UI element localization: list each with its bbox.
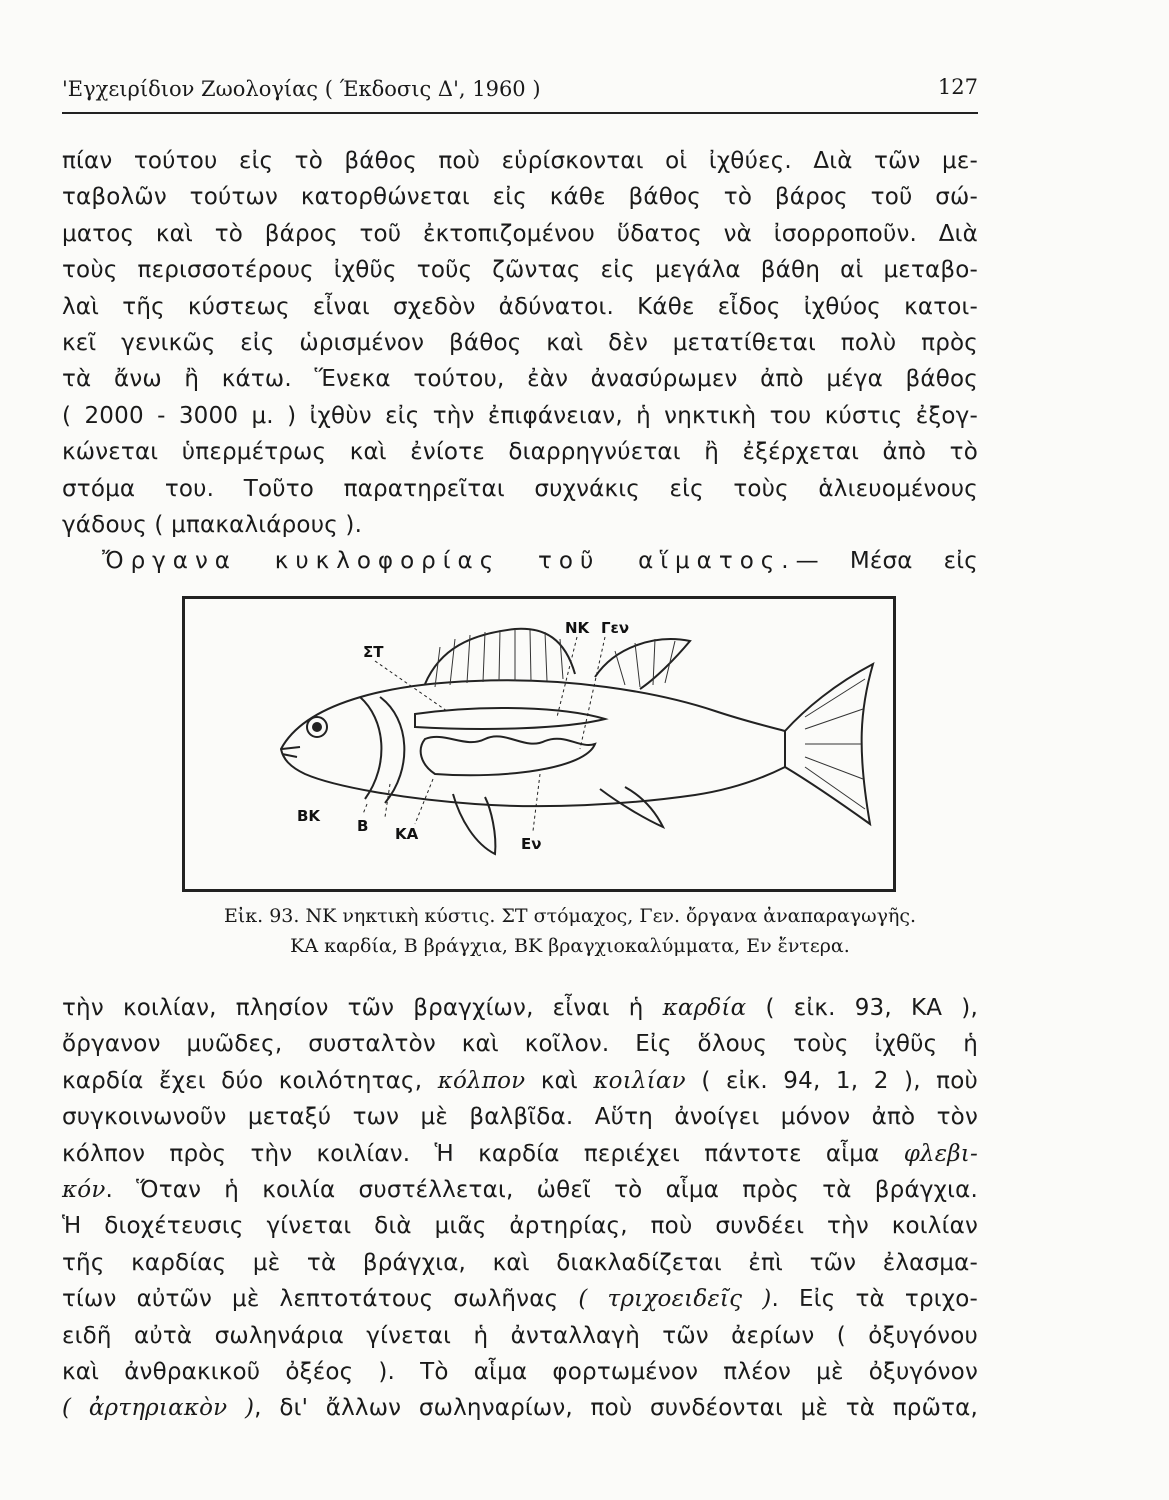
text-line [62,1390,978,1426]
text-line: ματος καὶ τὸ βάρος τοῦ ἐκτοπιζομένου ὕδατος νὰ ἰσορροποῦν. Διὰ [62,220,978,247]
text-line [62,990,978,1026]
text-line [62,1026,978,1062]
text-run: κόλπον πρὸς τὴν κοιλίαν. Ἡ καρδία περιέχει πάντοτε αἷμα [62,1140,904,1167]
text-run: . Εἰς τὰ τριχο- [771,1286,978,1313]
text-line [62,1136,978,1172]
text-run: , δι' ἄλλων σωληναρίων, ποὺ συνδέονται μὲ τὰ πρῶτα, [254,1395,978,1422]
paragraph-swim-bladder [62,143,978,580]
text-line [62,1172,978,1208]
swim-bladder [415,708,605,729]
text-run: τῆς καρδίας μὲ τὰ βράγχια, καὶ διακλαδίζεται ἐπὶ τῶν ἐλασμα- [62,1249,978,1276]
italic-term: κοιλίαν [593,1067,686,1094]
fish-anatomy-figure [182,596,896,892]
label-en: Εν [521,835,542,853]
text-run: συγκοινωνοῦν μεταξύ των μὲ βαλβῖδα. Αὕτη ἀνοίγει μόνον ἀπὸ τὸν [62,1104,978,1131]
text-line [62,1245,978,1281]
text-line: πίαν τούτου εἰς τὸ βάθος ποὺ εὑρίσκονται οἱ ἰχθύες. Διὰ τῶν με- [62,148,978,174]
italic-term: ( τριχοειδεῖς ) [578,1286,772,1313]
text-line [62,1281,978,1317]
figure-caption-line-1: Εἰκ. 93. ΝΚ νηκτικὴ κύστις. ΣΤ στόμαχος, Γεν. ὄργανα ἀναπαραγωγῆς. [223,905,917,927]
running-header [62,72,978,114]
gill-cover-inner [380,697,404,803]
running-title: 'Εγχειρίδιον Ζωολογίας ( Έκδοσις Δ', 1960 ) [62,77,541,101]
anal-fin [600,787,663,827]
text-line [62,1208,978,1244]
label-b: Β [357,817,369,835]
label-gen: Γεν [601,619,630,637]
text-run: ( εἰκ. 94, 1, 2 ), ποὺ [685,1067,979,1094]
text-run: . Ὅταν ἡ κοιλία συστέλλεται, ὠθεῖ τὸ αἷμα πρὸς τὰ βράγχια. [105,1177,978,1204]
figure-caption-line-2: ΚΑ καρδία, Β βράγχια, ΒΚ βραγχιοκαλύμματα, Εν ἔντερα. [290,935,850,957]
section-heading-line [62,543,978,579]
text-line [62,1318,978,1354]
text-run: ( εἰκ. 93, ΚΑ ), [746,995,978,1021]
fish-mouth [282,747,300,757]
italic-term: κόν [62,1177,106,1204]
label-bk: ΒΚ [297,807,321,825]
text-line: κώνεται ὑπερμέτρως καὶ ἐνίοτε διαρρηγνύεται ἢ ἐξέρχεται ἀπὸ τὸ [62,439,978,466]
text-line: γάδους ( μπακαλιάρους ). [62,512,363,539]
text-run: τὴν κοιλίαν, πλησίον τῶν βραγχίων, εἶναι ἡ [62,995,663,1021]
italic-term: καρδία [662,995,747,1021]
label-st: ΣΤ [363,643,384,661]
label-nk: NK [565,619,590,637]
text-run: Ἡ διοχέτευσις γίνεται διὰ μιᾶς ἀρτηρίας, ποὺ συνδέει τὴν κοιλίαν [62,1213,978,1240]
text-run: καὶ [525,1067,594,1094]
text-run: καρδία ἔχει δύο κοιλότητας, [62,1067,438,1094]
text-line [62,1354,978,1390]
intestines [421,736,595,775]
text-line: ( 2000 - 3000 μ. ) ἰχθὺν εἰς τὴν ἐπιφάνειαν, ἡ νηκτικὴ του κύστις ἐξογ- [62,402,978,429]
text-line [62,1063,978,1099]
paragraph-circulation [62,990,978,1427]
section-continuation: — Μέσα εἰς [795,548,978,575]
italic-term: κόλπον [437,1067,526,1094]
page-number: 127 [937,75,978,99]
label-ka: ΚΑ [395,825,419,843]
text-run: ειδῆ αὐτὰ σωληνάρια γίνεται ἡ ἀνταλλαγὴ τῶν ἀερίων ( ὀξυγόνου [62,1322,978,1349]
fish-illustration [185,599,893,889]
text-run: ὄργανον μυῶδες, συσταλτὸν καὶ κοῖλον. Εἰς ὅλους τοὺς ἰχθῦς ἡ [62,1031,978,1058]
italic-term: ( ἀρτηριακὸν ) [62,1395,255,1422]
text-run: τίων αὐτῶν μὲ λεπτοτάτους σωλῆνας [62,1286,579,1313]
text-line: κεῖ γενικῶς εἰς ὡρισμένον βάθος καὶ δὲν μετατίθεται πολὺ πρὸς [62,330,978,357]
text-line: τοὺς περισσοτέρους ἰχθῦς τοῦς ζῶντας εἰς μεγάλα βάθη αἱ μεταβο- [62,257,978,284]
text-run: καὶ ἀνθρακικοῦ ὀξέος ). Τὸ αἷμα φορτωμένον πλέον μὲ ὀξυγόνον [62,1359,978,1386]
text-line: λαὶ τῆς κύστεως εἶναι σχεδὸν ἀδύνατοι. Κάθε εἶδος ἰχθύος κατοι- [62,293,978,320]
gill-cover [360,697,381,799]
text-line [62,1099,978,1135]
section-heading: Ὄργανα κυκλοφορίας τοῦ αἵματος. [102,548,796,575]
text-line: στόμα του. Τοῦτο παρατηρεῖται συχνάκις εἰς τοὺς ἁλιευομένους [62,475,978,502]
text-line: τὰ ἄνω ἢ κάτω. Ἕνεκα τούτου, ἐὰν ἀνασύρωμεν ἀπὸ μέγα βάθος [62,366,978,393]
text-line: ταβολῶν τούτων κατορθώνεται εἰς κάθε βάθος τὸ βάρος τοῦ σώ- [62,184,978,211]
italic-term: φλεβι- [903,1140,978,1167]
dorsal-fin-soft [595,639,690,689]
